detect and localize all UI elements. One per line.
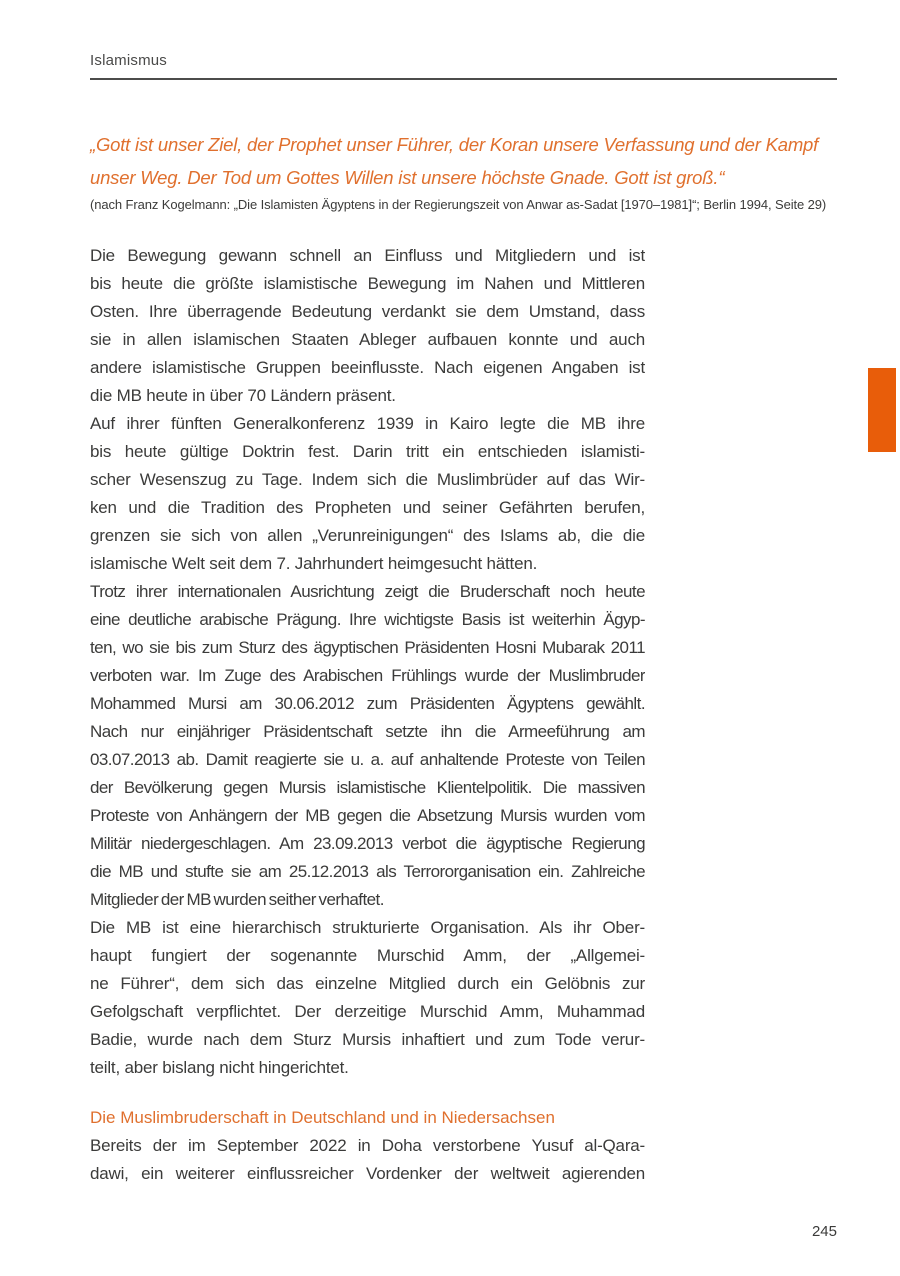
- body-line: andere islamistische Gruppen beeinflusste. Nach eigenen Angaben ist: [90, 358, 645, 377]
- body-line: islamische Welt seit dem 7. Jahrhundert heimgesucht hätten.: [90, 554, 538, 573]
- body-line: Die Bewegung gewann schnell an Einfluss und Mitgliedern und ist: [90, 246, 645, 265]
- page-number: 245: [811, 1223, 837, 1240]
- body-line: die MB und stufte sie am 25.12.2013 als Terrororganisation ein. Zahlreiche: [90, 862, 645, 881]
- body-line: Trotz ihrer internationalen Ausrichtung zeigt die Bruderschaft noch heute: [90, 582, 645, 601]
- body-line: Auf ihrer fünften Generalkonferenz 1939 in Kairo legte die MB ihre: [90, 414, 645, 433]
- body-line: verboten war. Im Zuge des Arabischen Frühlings wurde der Muslimbruder: [90, 666, 645, 685]
- body-line: Militär niedergeschlagen. Am 23.09.2013 verbot die ägyptische Regierung: [90, 834, 645, 853]
- body-line: sie in allen islamischen Staaten Ableger aufbauen konnte und auch: [90, 330, 645, 349]
- body-line: bis heute die größte islamistische Bewegung im Nahen und Mittleren: [90, 274, 645, 293]
- body-line: der Bevölkerung gegen Mursis islamistische Klientelpolitik. Die massiven: [90, 778, 645, 797]
- quote-line: unser Weg. Der Tod um Gottes Willen ist unsere höchste Gnade. Gott ist groß.“: [90, 167, 725, 188]
- body-line: bis heute gültige Doktrin fest. Darin tritt ein entschieden islamisti-: [90, 442, 645, 461]
- body-line: 03.07.2013 ab. Damit reagierte sie u. a. auf anhaltende Proteste von Teilen: [90, 750, 645, 769]
- body-line: eine deutliche arabische Prägung. Ihre wichtigste Basis ist weiterhin Ägyp-: [90, 610, 645, 629]
- header-rule: [90, 78, 837, 80]
- body-line: Die MB ist eine hierarchisch strukturierte Organisation. Als ihr Ober-: [90, 918, 645, 937]
- body-line: Osten. Ihre überragende Bedeutung verdankt sie dem Umstand, dass: [90, 302, 645, 321]
- body-line: haupt fungiert der sogenannte Murschid Amm, der „Allgemei-: [90, 946, 645, 965]
- body-line: dawi, ein weiterer einflussreicher Vordenker der weltweit agierenden: [90, 1164, 645, 1183]
- body-line: ten, wo sie bis zum Sturz des ägyptischen Präsidenten Hosni Mubarak 2011: [90, 638, 645, 657]
- body-line: Proteste von Anhängern der MB gegen die Absetzung Mursis wurden vom: [90, 806, 645, 825]
- motto-quote: [90, 128, 840, 194]
- body-line: grenzen sie sich von allen „Verunreinigungen“ des Islams ab, die die: [90, 526, 645, 545]
- body-line: Bereits der im September 2022 in Doha verstorbene Yusuf al-Qara-: [90, 1136, 645, 1155]
- body-line: Mohammed Mursi am 30.06.2012 zum Präsidenten Ägyptens gewählt.: [90, 694, 645, 713]
- body-line: scher Wesenszug zu Tage. Indem sich die Muslimbrüder auf das Wir-: [90, 470, 645, 489]
- section-heading: Die Muslimbruderschaft in Deutschland und in Niedersachsen: [90, 1108, 555, 1127]
- running-header: Islamismus: [90, 52, 168, 69]
- body-line: Nach nur einjähriger Präsidentschaft setzte ihn die Armeeführung am: [90, 722, 645, 741]
- body-text-column: [90, 242, 645, 1188]
- body-line: ne Führer“, dem sich das einzelne Mitglied durch ein Gelöbnis zur: [90, 974, 645, 993]
- body-line: Badie, wurde nach dem Sturz Mursis inhaftiert und zum Tode verur-: [90, 1030, 645, 1049]
- body-line: die MB heute in über 70 Ländern präsent.: [90, 386, 396, 405]
- body-line: teilt, aber bislang nicht hingerichtet.: [90, 1058, 349, 1077]
- quote-citation: (nach Franz Kogelmann: „Die Islamisten Ägyptens in der Regierungszeit von Anwar as-Sadat [1970–1981]“; Berlin 1994, Seite 29): [90, 197, 827, 212]
- body-line: Gefolgschaft verpflichtet. Der derzeitige Murschid Amm, Muhammad: [90, 1002, 645, 1021]
- chapter-thumb-tab: [868, 368, 896, 452]
- body-line: ken und die Tradition des Propheten und seiner Gefährten berufen,: [90, 498, 645, 517]
- quote-line: „Gott ist unser Ziel, der Prophet unser Führer, der Koran unsere Verfassung und der Kampf: [90, 134, 819, 155]
- body-line: Mitglieder der MB wurden seither verhaftet.: [90, 890, 384, 909]
